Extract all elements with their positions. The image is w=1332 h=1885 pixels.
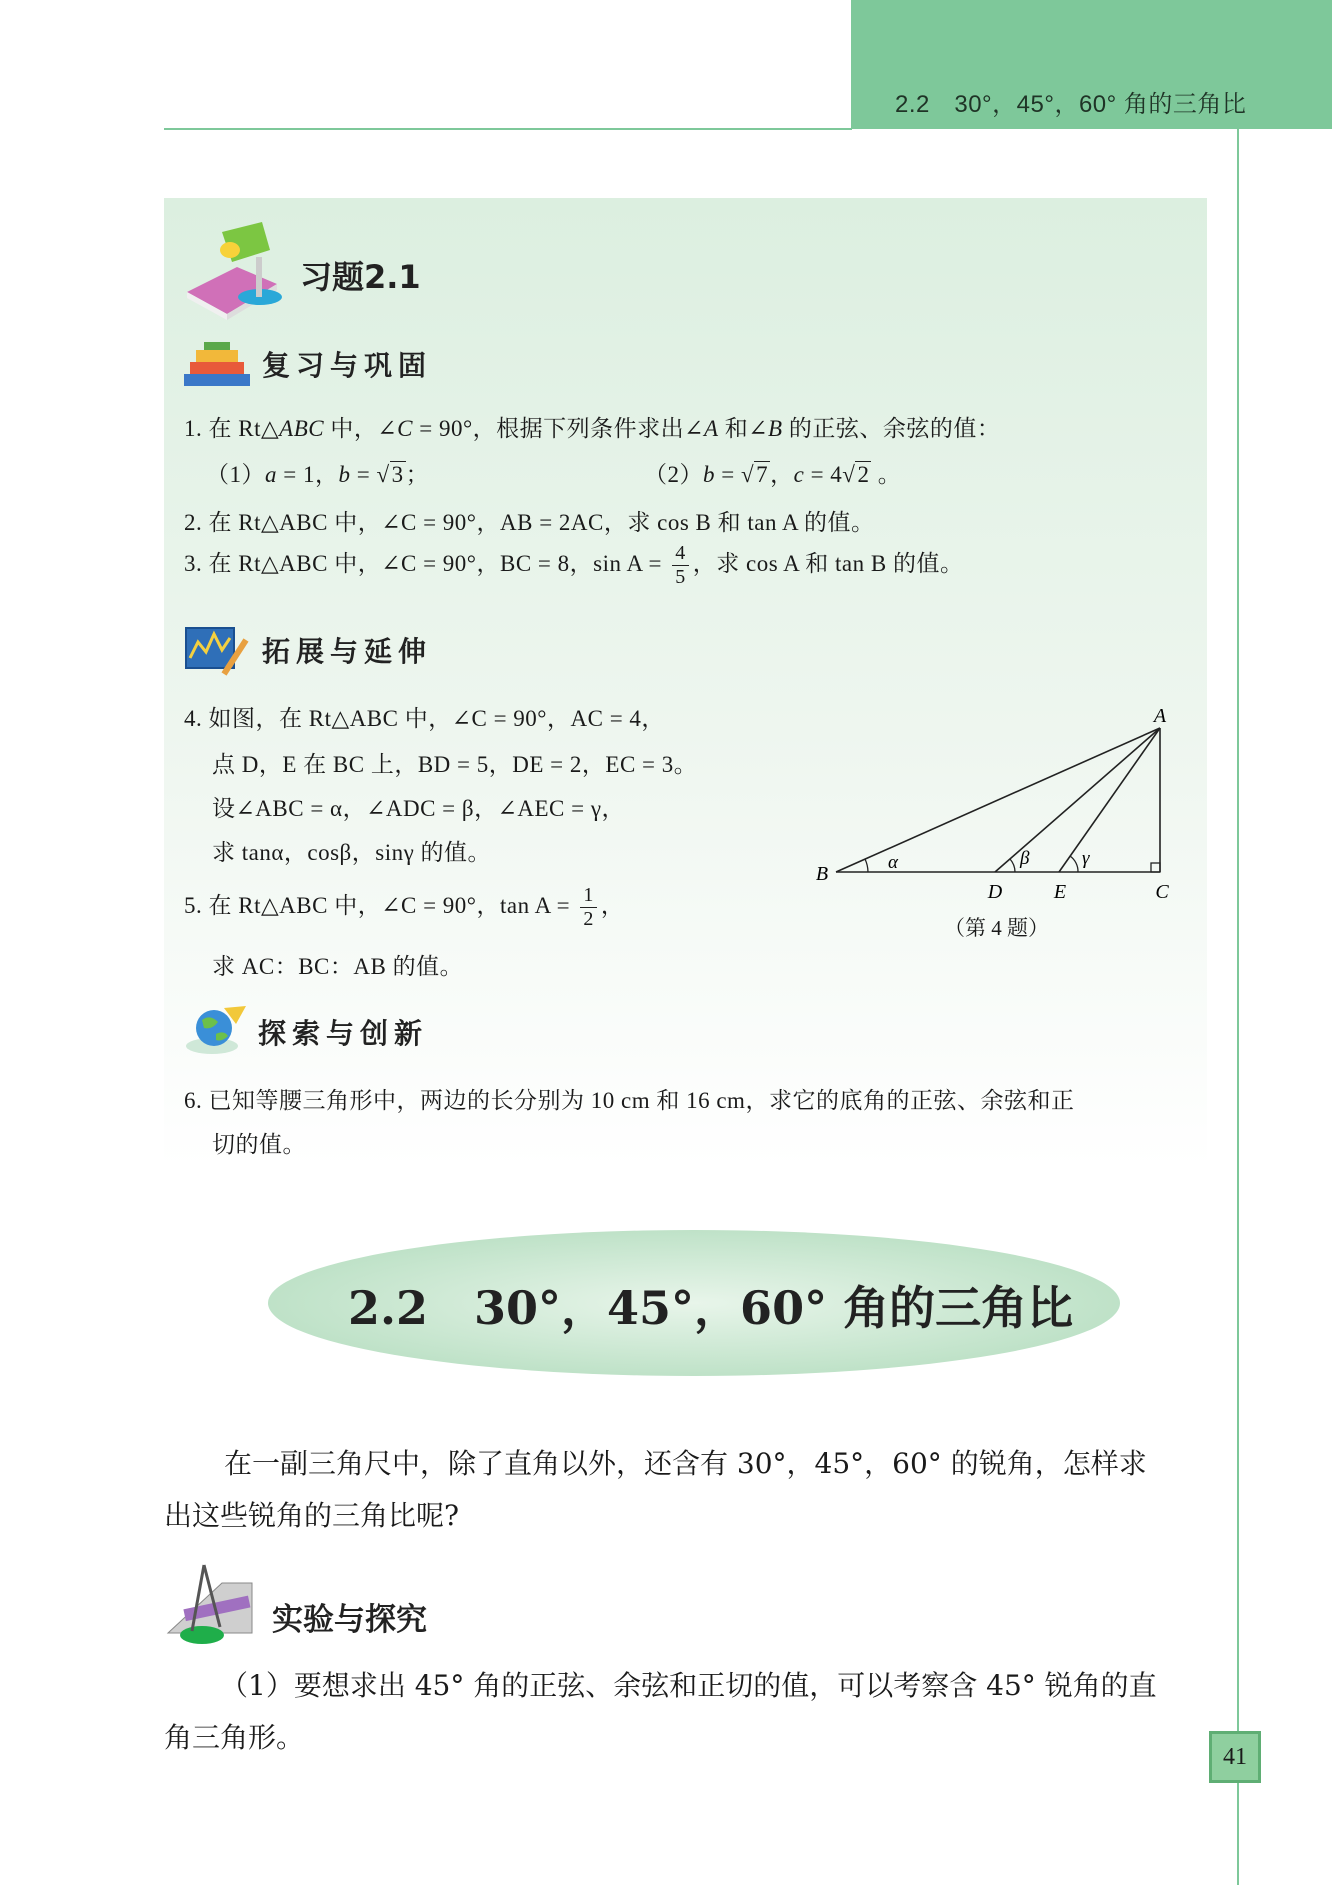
angle-gamma-arc xyxy=(1070,856,1078,872)
exercise-title: 习题2.1 xyxy=(300,258,421,296)
page-number: 41 xyxy=(1209,1731,1261,1783)
experiment-title: 实验与探究 xyxy=(272,1602,427,1638)
question-6-line-2: 切的值。 xyxy=(212,1132,306,1157)
question-4-line-3: 设∠ABC = α，∠ADC = β，∠AEC = γ， xyxy=(212,796,625,821)
label-d: D xyxy=(987,881,1003,903)
label-gamma: γ xyxy=(1082,848,1090,869)
section-banner xyxy=(268,1230,1120,1376)
question-1: 1. 在 Rt△ABC 中，∠C = 90°，根据下列条件求出∠A 和∠B 的正弦、余弦的值： xyxy=(184,416,1001,441)
section-explore-title: 探索与创新 xyxy=(258,1017,429,1050)
label-beta: β xyxy=(1020,848,1030,869)
segment-ab xyxy=(836,728,1160,872)
question-4-line-4: 求 tanα，cosβ，sinγ 的值。 xyxy=(212,840,492,865)
chart-pencil-icon xyxy=(184,622,250,678)
fraction-4-5: $\frac{4}{5}$ xyxy=(672,542,689,589)
globe-icon xyxy=(184,1004,250,1056)
label-a: A xyxy=(1153,705,1167,727)
label-c: C xyxy=(1155,881,1169,903)
question-6-line-1: 6. 已知等腰三角形中，两边的长分别为 10 cm 和 16 cm，求它的底角的正弦、余弦和正 xyxy=(184,1088,1075,1113)
label-e: E xyxy=(1053,881,1067,903)
label-b: B xyxy=(815,863,829,885)
question-4-line-1: 4. 如图，在 Rt△ABC 中，∠C = 90°，AC = 4， xyxy=(184,706,665,731)
question-1-part-1: （1）a = 1，b = √3； xyxy=(206,462,430,487)
step-1-line-1: （1）要想求出 45° 角的正弦、余弦和正切的值，可以考察含 45° 锐角的直 xyxy=(220,1669,1157,1702)
section-title: 2.2 30°，45°，60° 角的三角比 xyxy=(348,1281,1074,1335)
angle-beta-arc xyxy=(1010,859,1015,872)
step-1-line-2: 角三角形。 xyxy=(164,1721,305,1754)
figure-caption: （第 4 题） xyxy=(944,916,1049,940)
intro-line-1: 在一副三角尺中，除了直角以外，还含有 30°，45°，60° 的锐角，怎样求 xyxy=(224,1447,1147,1480)
question-2: 2. 在 Rt△ABC 中，∠C = 90°，AB = 2AC，求 cos B 和 tan A 的值。 xyxy=(184,510,875,535)
right-angle-mark xyxy=(1151,863,1160,872)
section-extend-title: 拓展与延伸 xyxy=(262,635,433,668)
intro-line-2: 出这些锐角的三角比呢? xyxy=(164,1499,460,1532)
question-1-part-2: （2）b = √7，c = 4√2 。 xyxy=(644,462,902,487)
running-header xyxy=(851,0,1332,129)
section-review-title: 复习与巩固 xyxy=(262,349,433,382)
question-3: 3. 在 Rt△ABC 中，∠C = 90°，BC = 8，sin A = $\frac{4}{5}$ ，求 cos A 和 tan B 的值。 xyxy=(184,542,964,588)
compass-ruler-icon xyxy=(164,1563,256,1645)
header-rule xyxy=(164,128,852,130)
question-4-line-2: 点 D，E 在 BC 上，BD = 5，DE = 2，EC = 3。 xyxy=(212,752,698,777)
question-5: 5. 在 Rt△ABC 中，∠C = 90°，tan A = $\frac{1}{2}$ ， xyxy=(184,884,625,930)
question-5-line-2: 求 AC：BC：AB 的值。 xyxy=(212,954,464,979)
angle-alpha-arc xyxy=(865,859,868,872)
books-icon xyxy=(182,340,252,388)
label-alpha: α xyxy=(888,852,898,873)
desk-lamp-icon xyxy=(182,222,292,322)
triangle-figure xyxy=(810,700,1180,910)
running-title: 2.2 30°，45°，60° 角的三角比 xyxy=(895,91,1247,118)
fraction-1-2: $\frac{1}{2}$ xyxy=(580,884,597,931)
margin-rule xyxy=(1237,129,1239,1885)
